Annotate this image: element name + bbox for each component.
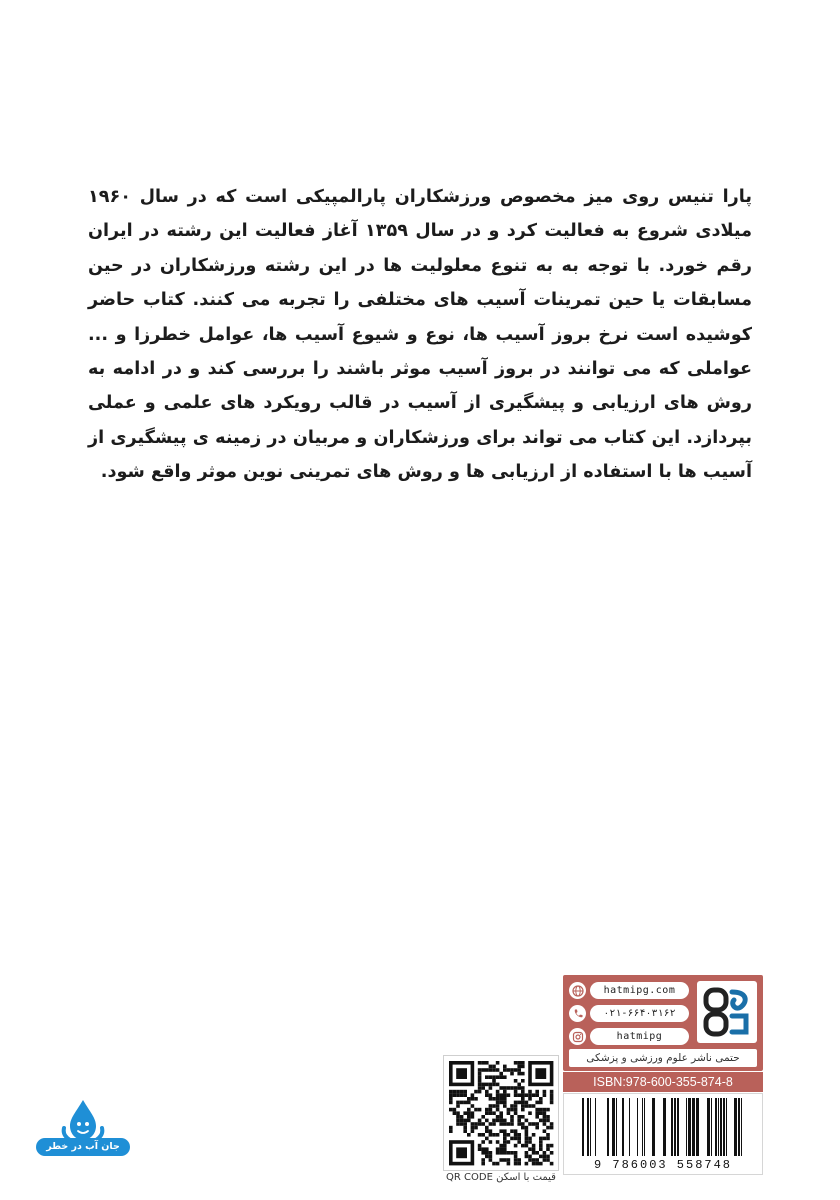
instagram-text[interactable]: hatmipg	[590, 1028, 689, 1045]
phone-row	[569, 1003, 689, 1024]
publisher-name: حتمی ناشر علوم ورزشی و پزشکی	[569, 1049, 757, 1067]
website-row	[569, 980, 689, 1001]
publisher-box	[563, 975, 763, 1071]
publisher-logo	[697, 981, 757, 1043]
instagram-row	[569, 1026, 689, 1047]
barcode-bars	[580, 1098, 748, 1156]
blurb-paragraph: پارا تنیس روی میز مخصوص ورزشکاران پارالمپیکی است که در سال ۱۹۶۰ میلادی شروع به فعالیت کرد و در سال ۱۳۵۹ آغاز فعالیت این رشته در ایران رقم خورد. با توجه به به تنوع معلولیت ها در این رشته ورزشکاران در حین مسابقات یا حین تمرینات آسیب های مختلفی را تجربه می کنند. کتاب حاضر کوشیده است نرخ بروز آسیب ها، نوع و شیوع آسیب ها، عوامل خطرزا و ... عواملی که می توانند در بروز آسیب موثر باشند را بررسی کند و در ادامه به روش های ارزیابی و پیشگیری از آسیب در قالب رویکرد های علمی و عملی بپردازد. این کتاب می تواند برای ورزشکاران و مربیان در زمینه ی پیشگیری از آسیب ها با استفاده از ارزیابی ها و روش های تمرینی نوین موثر واقع شود.	[88, 187, 752, 483]
qr-caption: قیمت با اسکن QR CODE	[446, 1172, 556, 1183]
phone-text[interactable]: ۰۲۱-۶۶۴۰۳۱۶۲	[590, 1005, 689, 1022]
globe-icon	[569, 982, 586, 999]
back-cover-blurb	[88, 180, 752, 490]
water-badge	[36, 1098, 130, 1170]
qr-code-image	[444, 1056, 558, 1170]
barcode	[563, 1093, 763, 1175]
qr-code[interactable]	[443, 1055, 559, 1171]
phone-icon	[569, 1005, 586, 1022]
instagram-icon	[569, 1028, 586, 1045]
water-badge-label: جان آب در خطر است	[36, 1138, 130, 1156]
isbn-label: ISBN:978-600-355-874-8	[563, 1072, 763, 1092]
website-text[interactable]: hatmipg.com	[590, 982, 689, 999]
barcode-number: 9 786003 558748	[593, 1158, 733, 1172]
